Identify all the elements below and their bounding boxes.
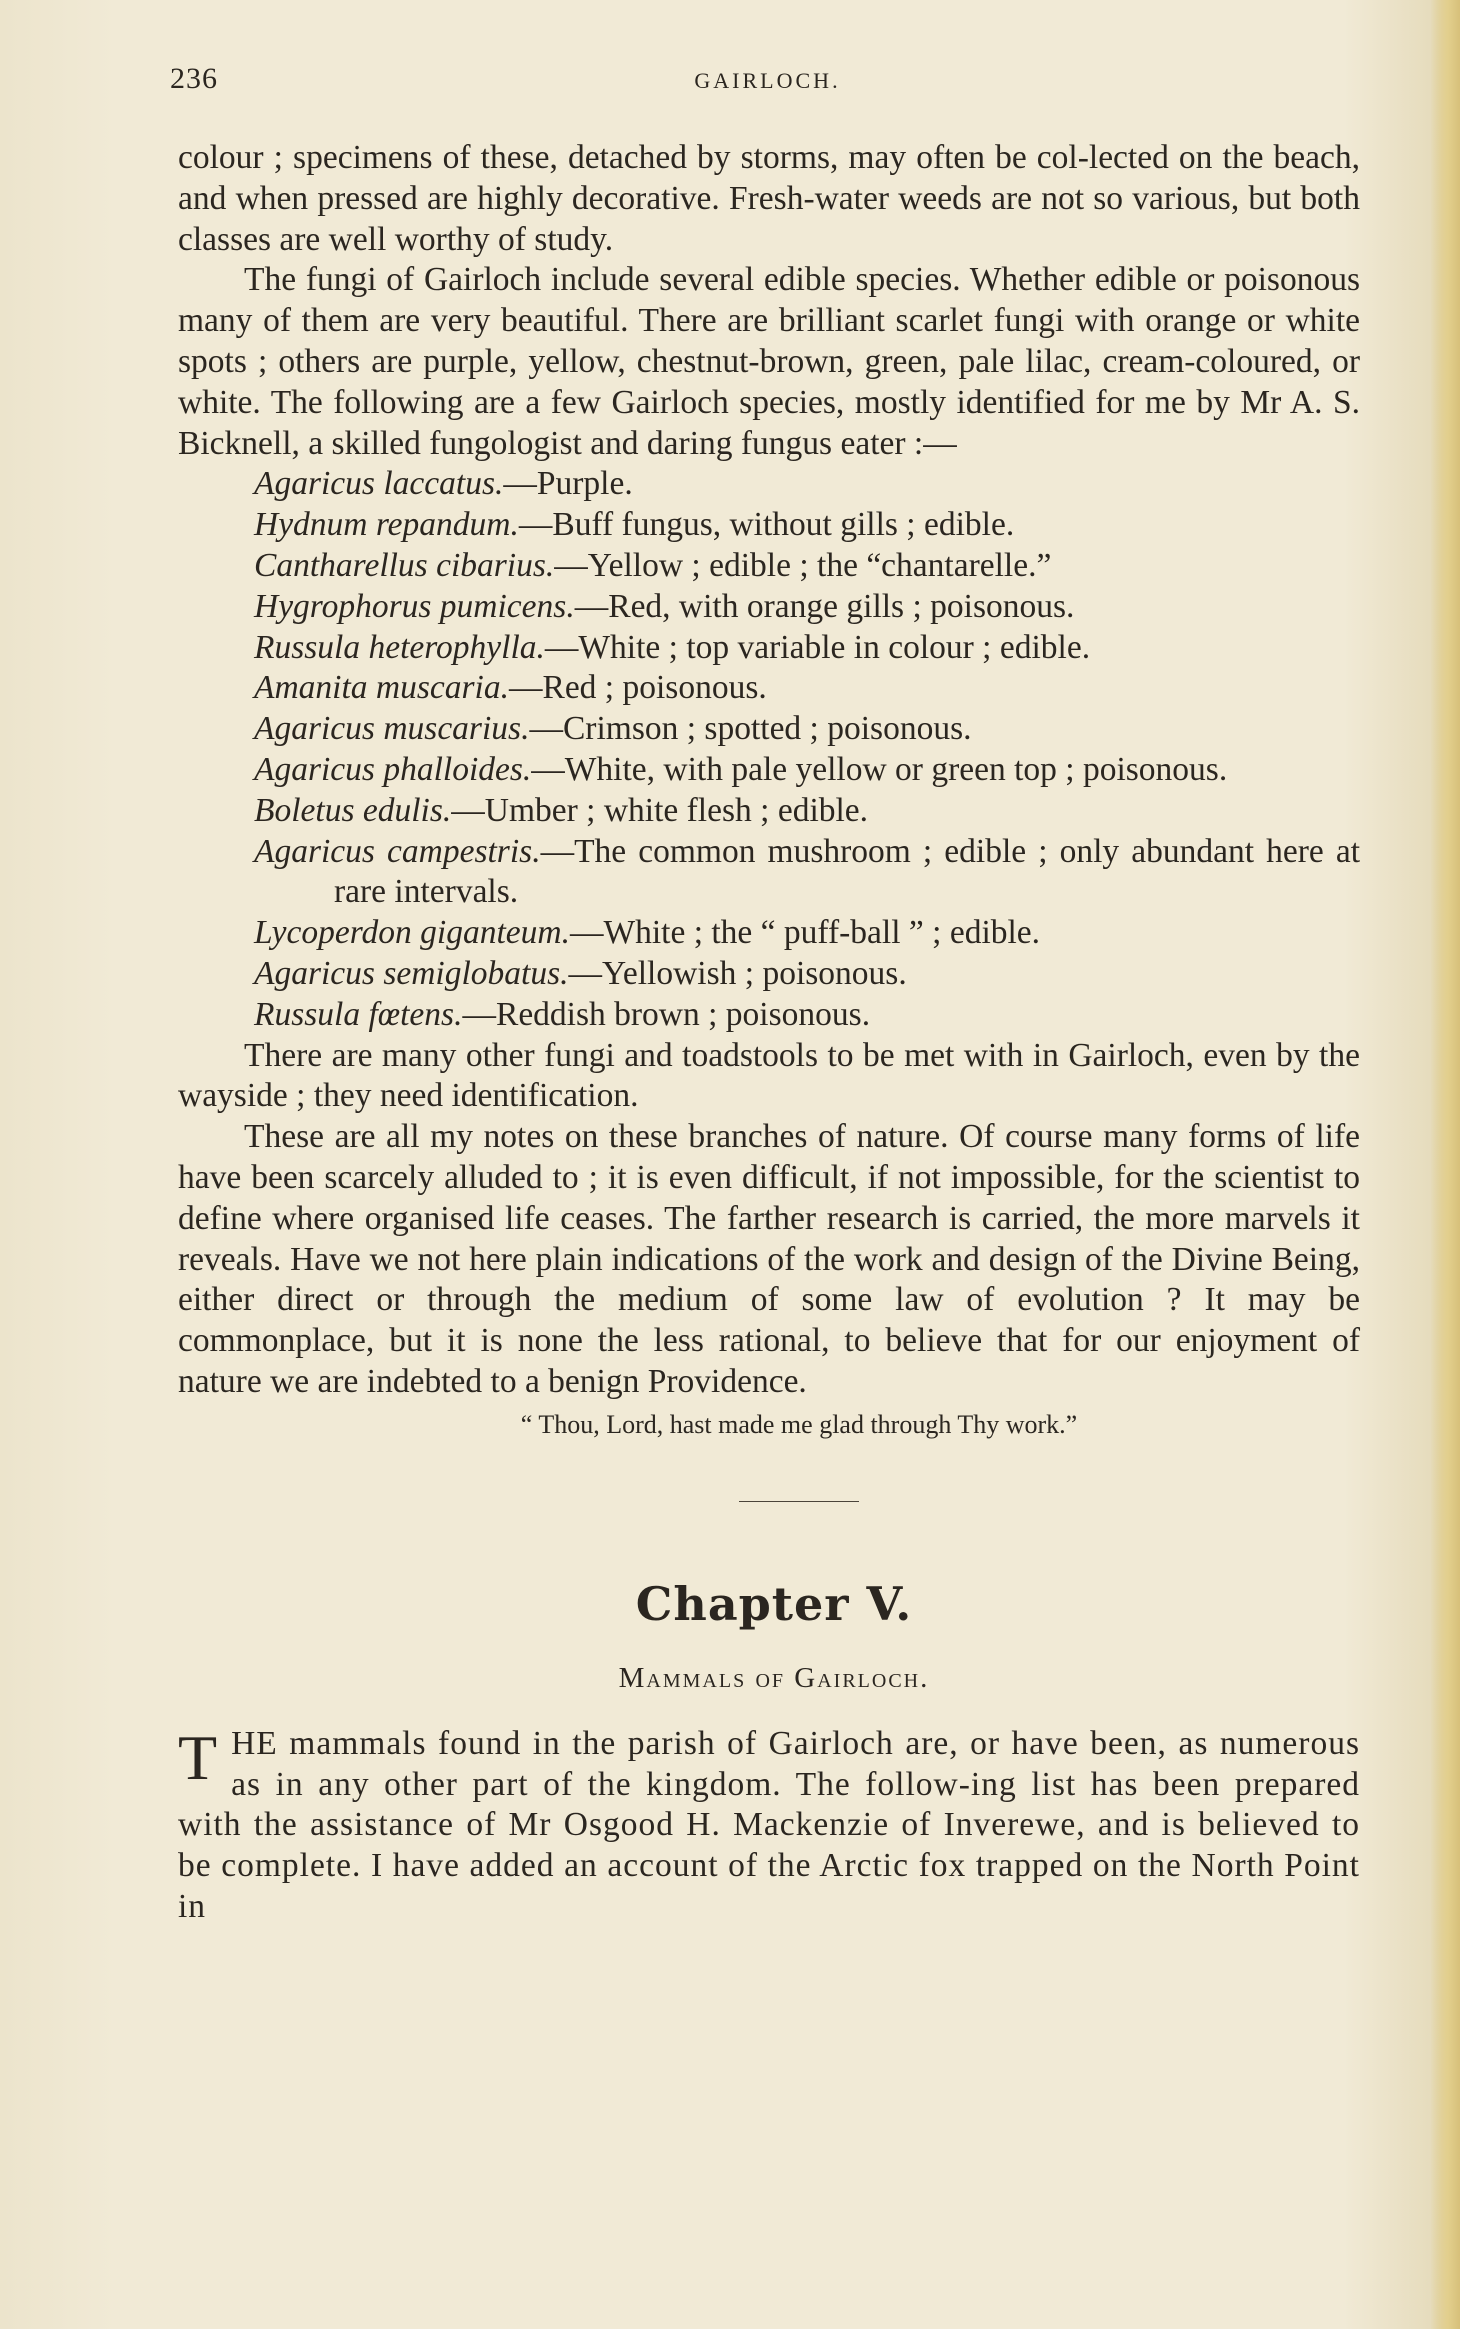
- epigraph-quote: “ Thou, Lord, hast made me glad through Thy work.”: [520, 1409, 1078, 1439]
- paragraph-other-fungi: There are many other fungi and toadstools to be met with in Gairloch, even by the wayside ; they need identification.: [178, 1036, 1360, 1115]
- species-description: —Yellow ; edible ; the “chantarelle.”: [554, 546, 1052, 584]
- list-item: [254, 587, 1360, 628]
- species-name: Cantharellus cibarius.: [254, 546, 555, 584]
- list-item: [254, 913, 1360, 954]
- paragraph-closing: These are all my notes on these branches of nature. Of course many forms of life have been scarcely alluded to ; it is even difficult, if not impossible, for the scientist to define where organised life ceases. The farther research is carried, the more marvels it reveals. Have we not here plain indications of the work and design of the Divine Being, either direct or through the medium of some law of evolution ? It may be commonplace, but it is none the less rational, to believe that for our enjoyment of nature we are indebted to a benign Providence.: [178, 1118, 1360, 1400]
- list-item: [254, 668, 1360, 709]
- page-number: 236: [170, 62, 218, 95]
- chapter-title: Chapter V.: [635, 1576, 913, 1631]
- list-item: [254, 464, 1360, 505]
- species-name: Agaricus laccatus.: [254, 465, 504, 503]
- list-item: [254, 628, 1360, 669]
- species-description: —White, with pale yellow or green top ; poisonous.: [531, 750, 1228, 788]
- fungi-list: [178, 464, 1360, 1035]
- section-divider: [739, 1501, 859, 1502]
- species-description: —Buff fungus, without gills ; edible.: [518, 506, 1015, 544]
- page-header: [170, 62, 1365, 102]
- species-description: —White ; top variable in colour ; edible.: [544, 628, 1091, 666]
- species-name: Russula heterophylla.: [254, 628, 545, 666]
- list-item: [254, 954, 1360, 995]
- list-item: [254, 995, 1360, 1036]
- species-name: Agaricus campestris.: [254, 832, 541, 870]
- chapter-opening-text: HE mammals found in the parish of Gairloch are, or have been, as numerous as in any other part of the kingdom. The follow-ing list has been prepared with the assistance of Mr Osgood H. Mackenzie of Inverewe, and is believed to be complete. I have added an account of the Arctic fox trapped on the North Point in: [178, 1724, 1360, 1925]
- species-name: Agaricus muscarius.: [254, 710, 530, 748]
- species-description: —Crimson ; spotted ; poisonous.: [529, 710, 972, 748]
- running-head: GAIRLOCH.: [694, 68, 841, 93]
- paragraph-fungi-intro: The fungi of Gairloch include several edible species. Whether edible or poisonous many of them are very beautiful. There are brilliant scarlet fungi with orange or white spots ; others are purple, yellow, chestnut-brown, green, pale lilac, cream-coloured, or white. The following are a few Gairloch species, mostly identified for me by Mr A. S. Bicknell, a skilled fungologist and daring fungus eater :—: [178, 261, 1360, 462]
- species-name: Agaricus semiglobatus.: [254, 954, 569, 992]
- chapter-opening-paragraph: [178, 1721, 1360, 1928]
- page-body: [178, 138, 1360, 1928]
- species-name: Hygrophorus pumicens.: [254, 587, 575, 625]
- list-item: [254, 709, 1360, 750]
- species-description: —Umber ; white flesh ; edible.: [451, 791, 869, 829]
- species-name: Russula fœtens.: [254, 995, 463, 1033]
- list-item: [254, 832, 1360, 914]
- chapter-subtitle: Mammals of Gairloch.: [618, 1661, 930, 1694]
- species-description: —Red, with orange gills ; poisonous.: [574, 587, 1075, 625]
- page-edge: [1430, 0, 1460, 2329]
- drop-cap: T: [178, 1721, 218, 1793]
- species-description: —Reddish brown ; poisonous.: [462, 995, 871, 1033]
- species-description: —Purple.: [503, 465, 633, 503]
- species-name: Amanita muscaria.: [254, 669, 509, 707]
- species-name: Agaricus phalloides.: [254, 750, 532, 788]
- species-description: —White ; the “ puff-ball ” ; edible.: [569, 914, 1041, 952]
- species-description: —Red ; poisonous.: [508, 669, 767, 707]
- list-item: [254, 546, 1360, 587]
- list-item: [254, 750, 1360, 791]
- species-name: Hydnum repandum.: [254, 506, 519, 544]
- species-name: Boletus edulis.: [254, 791, 452, 829]
- species-description: —Yellowish ; poisonous.: [568, 954, 907, 992]
- paragraph-continued: colour ; specimens of these, detached by storms, may often be col-lected on the beach, and when pressed are highly decorative. Fresh-water weeds are not so various, but both classes are well worthy of study.: [178, 139, 1360, 258]
- species-name: Lycoperdon giganteum.: [254, 914, 570, 952]
- species-description: —The common mushroom ; edible ; only abundant here at rare intervals.: [334, 832, 1361, 911]
- list-item: [254, 505, 1360, 546]
- list-item: [254, 791, 1360, 832]
